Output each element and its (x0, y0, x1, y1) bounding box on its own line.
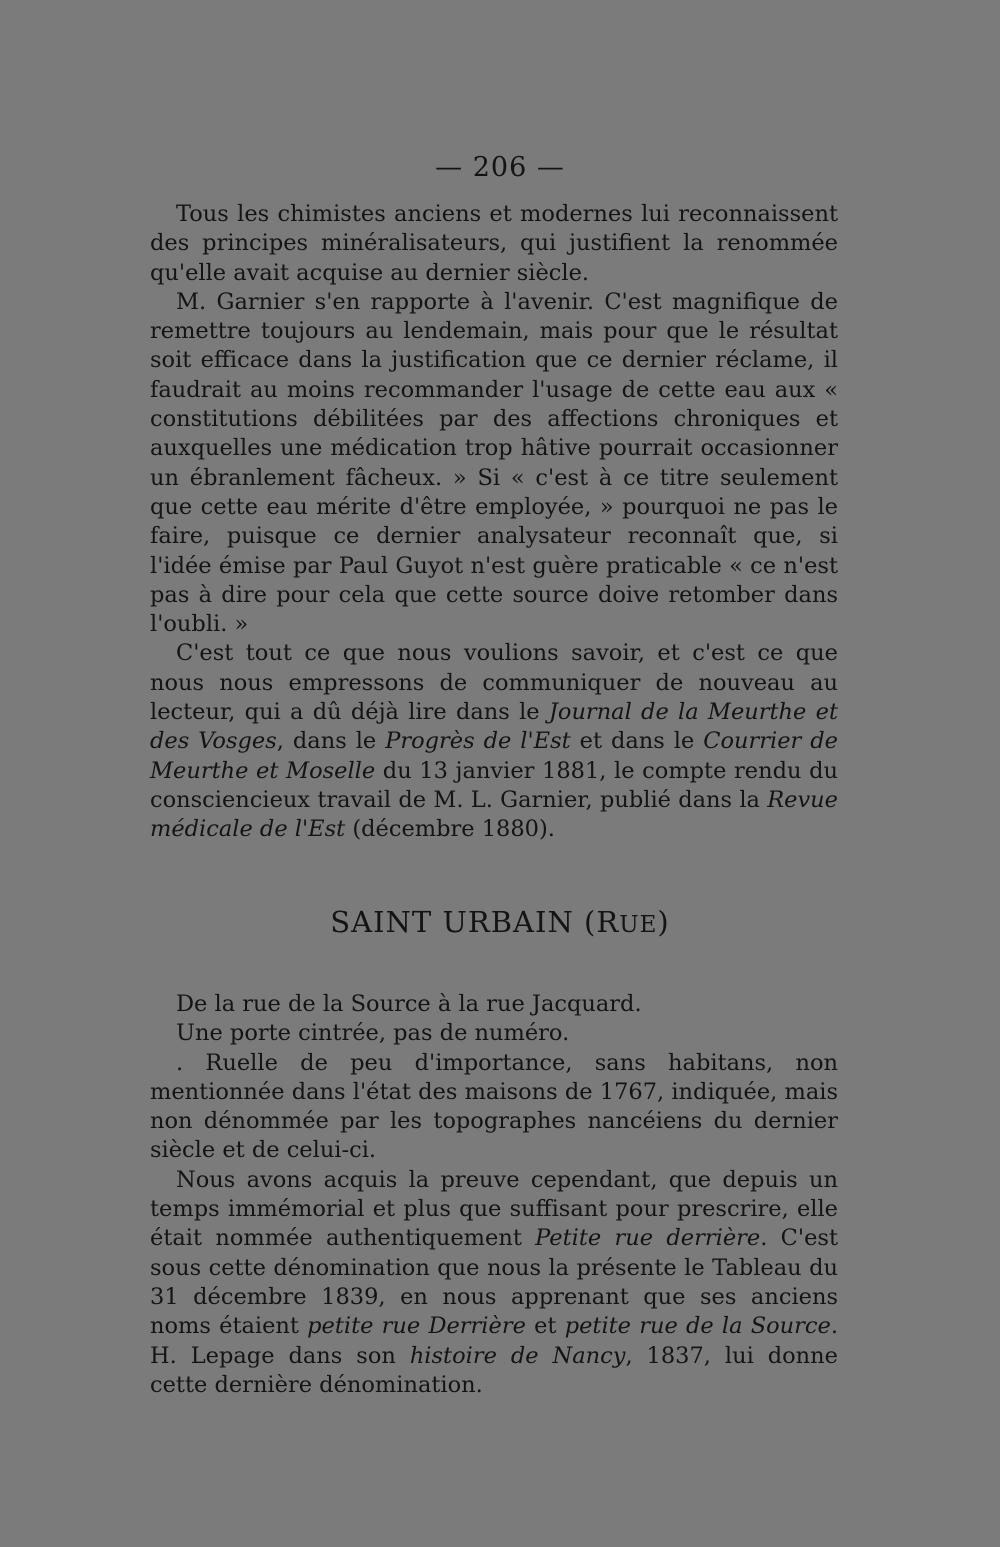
journal-title-italic: Revue médicale de l'Est (150, 786, 838, 843)
text-run: , 1837, lui donne cette dernière dénomination. (150, 1342, 838, 1398)
section-heading (0, 905, 1000, 939)
page-number: — 206 — (435, 152, 565, 183)
body-text-section-2 (150, 990, 838, 1400)
journal-title-italic: Journal de la Meurthe et des Vosges (150, 699, 838, 755)
italic-phrase: petite rue Derrière (307, 1313, 526, 1340)
text-run: et dans le (570, 728, 704, 755)
italic-phrase: petite rue de la Source (564, 1313, 831, 1340)
text-run: et (525, 1313, 565, 1340)
body-text-section-1 (150, 200, 838, 845)
journal-title-italic: Progrès de l'Est (385, 728, 571, 755)
paragraph: Tous les chimistes anciens et modernes lui reconnaissent des principes minéralisateurs, qui justifient la renommée qu'elle avait acquise au dernier siècle. (150, 201, 838, 286)
heading-close: ) (657, 905, 670, 939)
italic-phrase: Petite rue derrière (535, 1225, 761, 1252)
paragraph: . Ruelle de peu d'importance, sans habitans, non mentionnée dans l'état des maisons de 1767, indiquée, mais non dénommée par les topographes nancéiens du dernier siècle et de celui-ci. (150, 1049, 838, 1164)
paragraph (150, 639, 838, 844)
paragraph (150, 1166, 838, 1400)
paragraph: De la rue de la Source à la rue Jacquard. (176, 991, 642, 1017)
text-run: , dans le (276, 728, 386, 755)
journal-title-italic: Courrier de Meurthe et Moselle (150, 728, 838, 784)
text-run: Nous avons acquis la preuve cependant, que depuis un temps immémorial et plus que suffisant pour prescrire, elle était nommée authentiquement (150, 1166, 838, 1252)
heading-text: SAINT URBAIN ( (330, 905, 597, 939)
text-run: (décembre 1880). (345, 816, 555, 843)
text-run: . H. Lepage dans son (150, 1313, 838, 1369)
text-run: du 13 janvier 1881, le compte rendu du consciencieux travail de M. L. Garnier, publié dans la (150, 757, 838, 813)
paragraph: Une porte cintrée, pas de numéro. (176, 1020, 570, 1047)
heading-small-caps: UE (619, 912, 658, 938)
paragraph: M. Garnier s'en rapporte à l'avenir. C'est magnifique de remettre toujours au lendemain, mais pour que le résultat soit efficace dans la justification que ce dernier réclame, il faudrait au moins recommander l'usage de cette eau aux « constitutions débilitées par des affections chroniques et auxquelles une médication trop hâtive pourrait occasionner un ébranlement fâcheux. » Si « c'est à ce titre seulement que cette eau mérite d'être employée, » pourquoi ne pas le faire, puisque ce dernier analysateur reconnaît que, si l'idée émise par Paul Guyot n'est guère praticable « ce n'est pas à dire pour cela que cette source doive retomber dans l'oubli. » (150, 288, 838, 638)
heading-initial: R (596, 905, 620, 939)
book-title-italic: histoire de Nancy (409, 1342, 626, 1369)
text-run: . C'est sous cette dénomination que nous la présente le Tableau du 31 décembre 1839, en nous apprenant que ses anciens noms étaient (150, 1225, 838, 1340)
text-run: C'est tout ce que nous voulions savoir, et c'est ce que nous nous empressons de communiquer de nouveau au lecteur, qui a dû déjà lire dans le (150, 640, 838, 726)
